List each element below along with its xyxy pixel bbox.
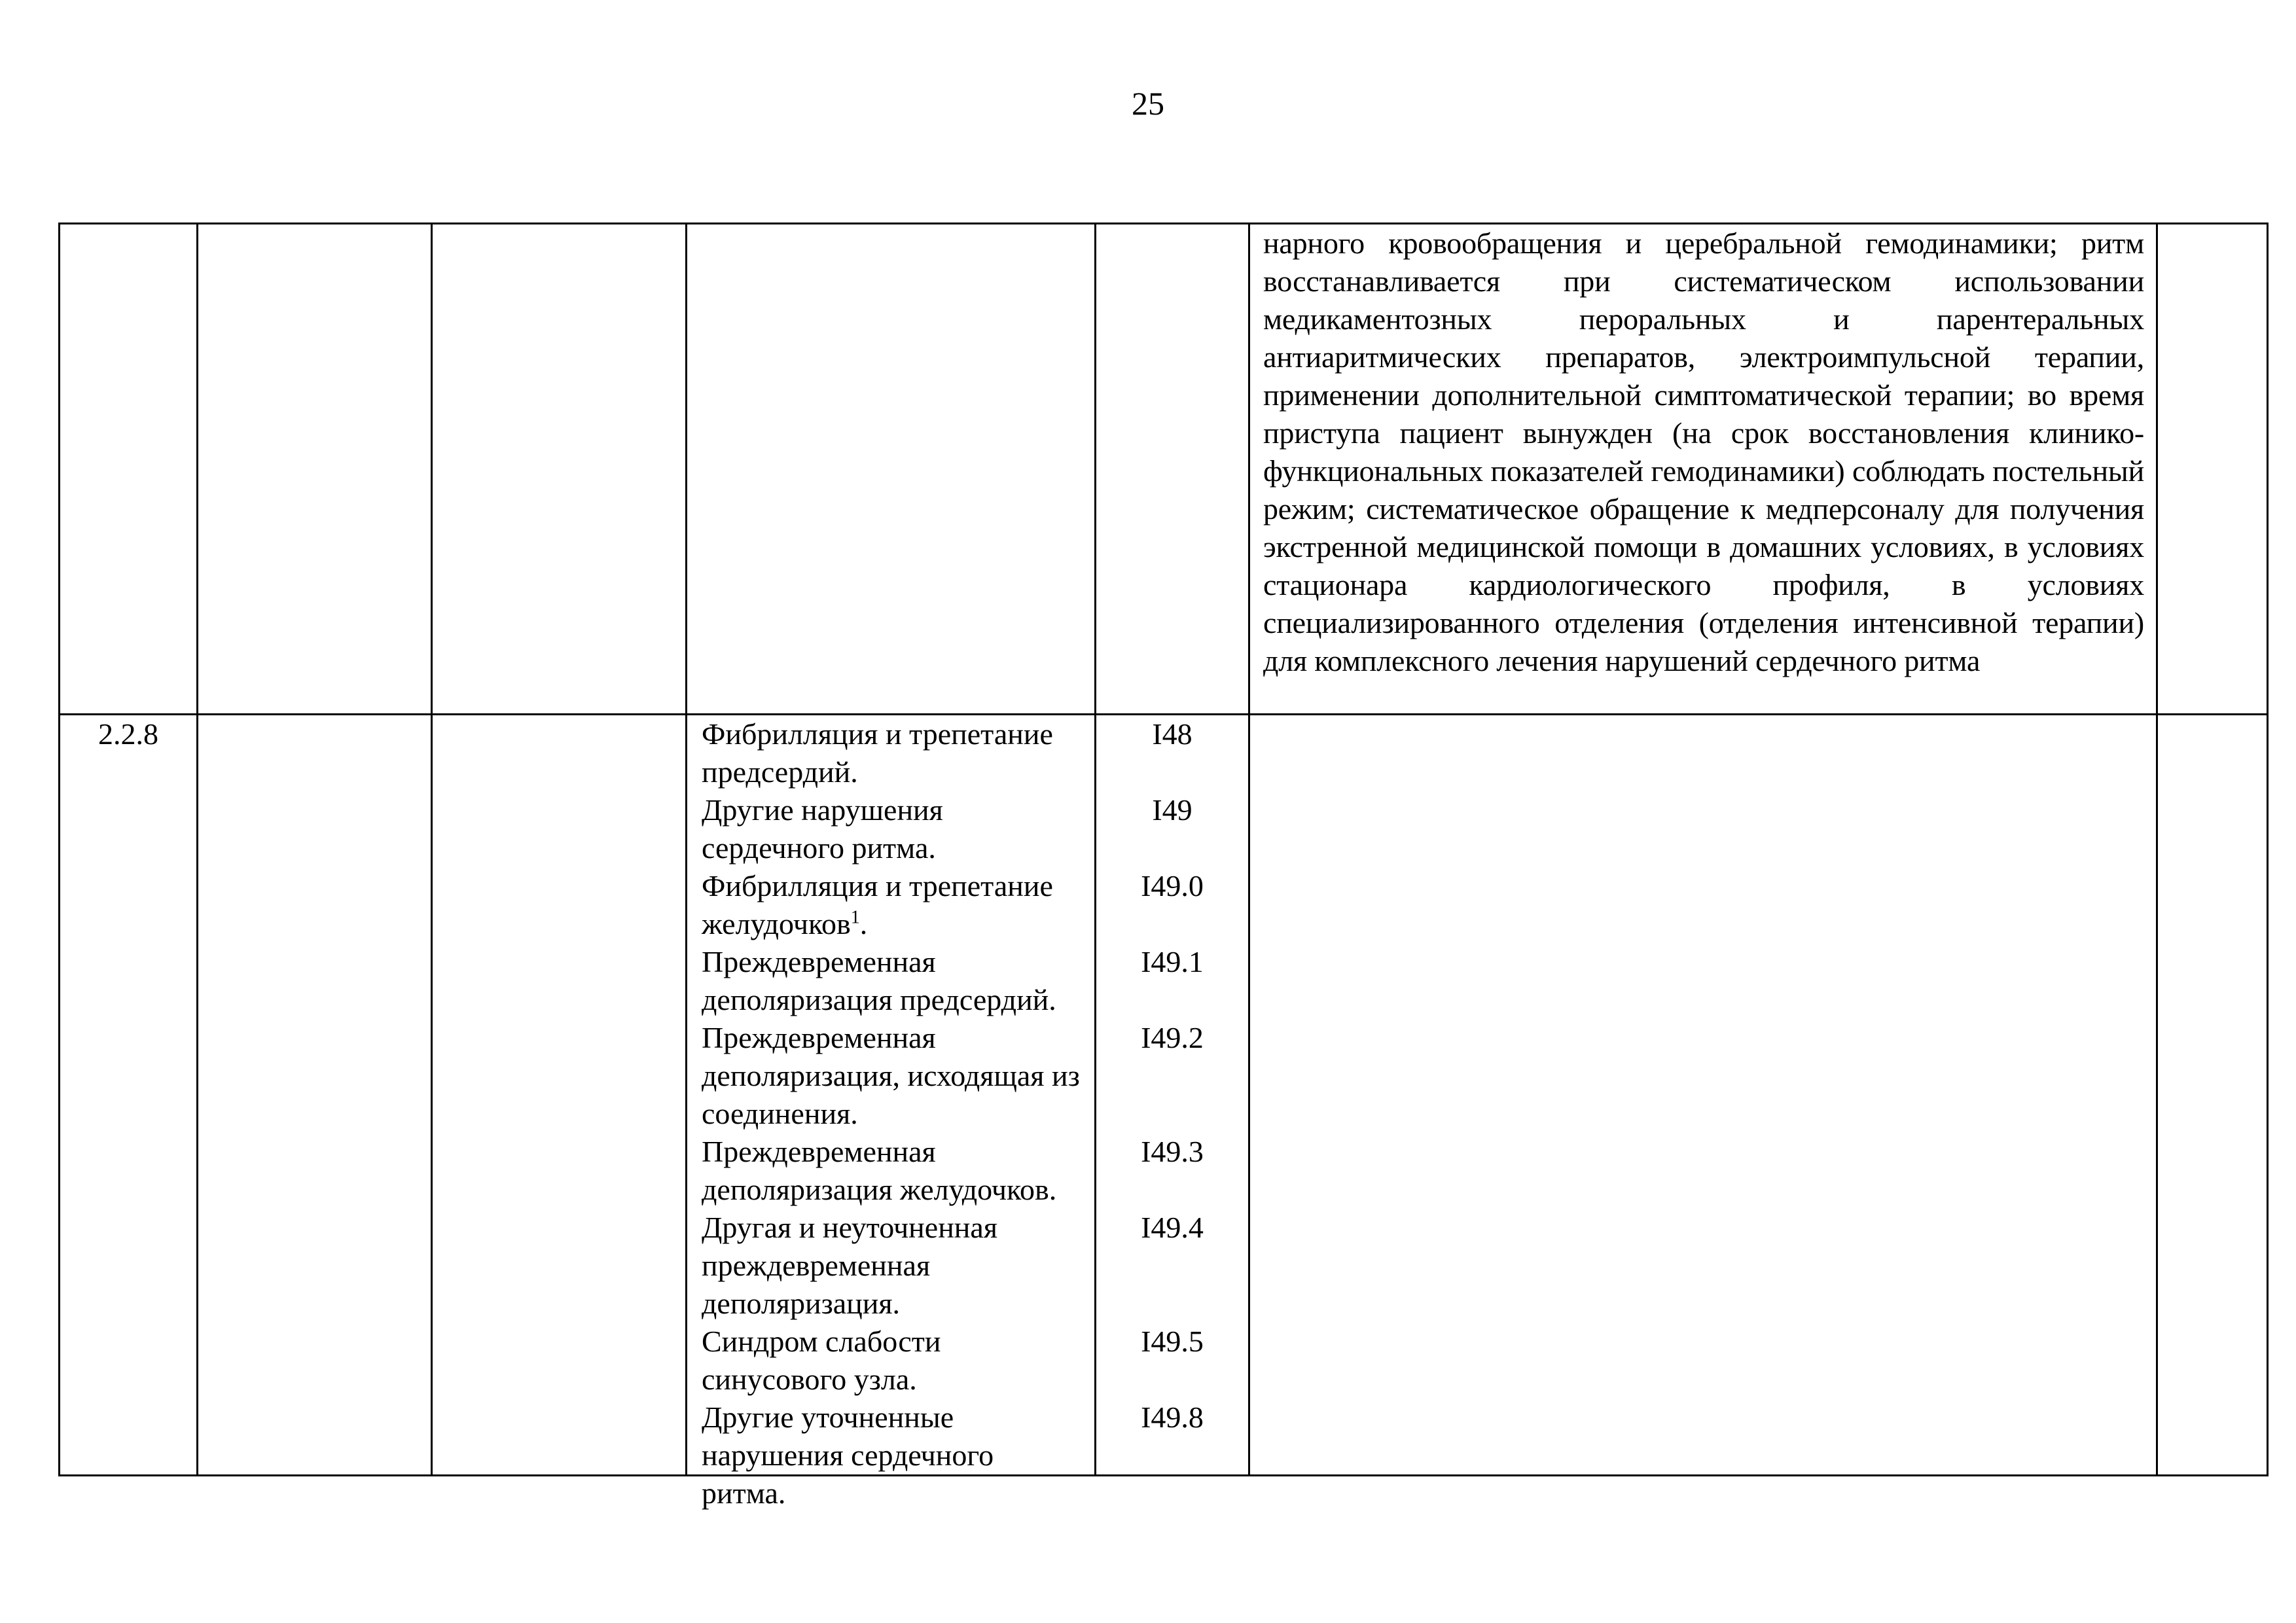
table-row-continued bbox=[60, 224, 2268, 715]
cell-col3 bbox=[432, 715, 687, 1476]
cell-diagnosis bbox=[687, 715, 1096, 1510]
description-text: нарного кровообращения и церебральной гемодинамики; ритм восстанавливается при систематическом использовании медикаментозных пероральных и парентеральных антиаритмических препаратов, электроимпульсной терапии, применении дополнительной симптоматической терапии; во время приступа пациент вынужден (на срок восстановления клинико-функциональных показателей гемодинамики) соблюдать постельный режим; систематическое обращение к медперсоналу для получения экстренной медицинской помощи в домашних условиях, в условиях стационара кардиологического профиля, в условиях специализированного отделения (отделения интенсивной терапии) для комплексного лечения нарушений сердечного ритма bbox=[1263, 226, 2144, 677]
cell-description bbox=[1249, 715, 2157, 1476]
cell-diagnosis bbox=[687, 224, 1096, 715]
row-number: 2.2.8 bbox=[98, 717, 158, 751]
icd-code: I49.1 bbox=[1141, 945, 1204, 978]
classification-table bbox=[58, 223, 2269, 1510]
cell-col2 bbox=[198, 224, 432, 715]
diagnosis-item: Преждевременная деполяризация желудочков. bbox=[702, 1135, 1057, 1206]
cell-col2 bbox=[198, 715, 432, 1476]
diagnosis-item: Другие уточненные нарушения сердечного ритма. bbox=[702, 1400, 994, 1510]
diagnosis-item: Фибрилляция и трепетание желудочков$^1$. bbox=[702, 869, 1053, 940]
page-number: 25 bbox=[1132, 85, 1164, 122]
icd-code: I49.4 bbox=[1141, 1211, 1204, 1244]
icd-code: I48 bbox=[1152, 717, 1193, 751]
diagnosis-item: Фибрилляция и трепетание предсердий. bbox=[702, 717, 1053, 789]
cell-percent bbox=[2157, 715, 2268, 1476]
icd-code: I49.0 bbox=[1141, 869, 1204, 902]
icd-code: I49.8 bbox=[1141, 1400, 1204, 1434]
diagnosis-item: Другая и неуточненная преждевременная деполяризация. bbox=[702, 1211, 998, 1320]
cell-code bbox=[1096, 715, 1249, 1476]
cell-number bbox=[60, 224, 198, 715]
icd-code: I49 bbox=[1152, 793, 1193, 827]
diagnosis-item: Преждевременная деполяризация, исходящая из соединения. bbox=[702, 1021, 1080, 1130]
diagnosis-item: Синдром слабости синусового узла. bbox=[702, 1325, 941, 1396]
icd-code: I49.2 bbox=[1141, 1021, 1204, 1054]
icd-code: I49.5 bbox=[1141, 1325, 1204, 1358]
diagnosis-item: Другие нарушения сердечного ритма. bbox=[702, 793, 943, 865]
cell-number bbox=[60, 715, 198, 1476]
footnote-mark: 1 bbox=[850, 907, 860, 928]
diagnosis-item: Преждевременная деполяризация предсердий. bbox=[702, 945, 1056, 1016]
cell-code bbox=[1096, 224, 1249, 715]
icd-code: I49.3 bbox=[1141, 1135, 1204, 1168]
cell-percent bbox=[2157, 224, 2268, 715]
cell-col3 bbox=[432, 224, 687, 715]
cell-description bbox=[1249, 224, 2157, 715]
table-row-2-2-8 bbox=[60, 715, 2268, 1476]
